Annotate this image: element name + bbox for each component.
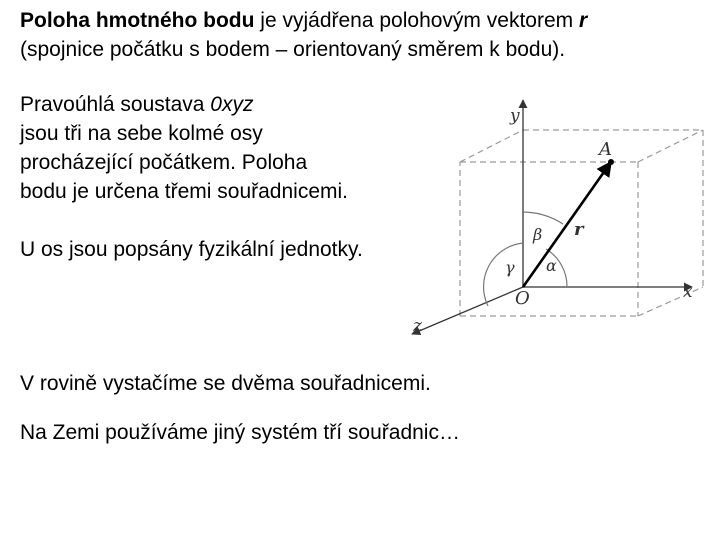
axes bbox=[412, 100, 692, 334]
x-axis-label: x bbox=[683, 282, 693, 302]
beta-arc bbox=[523, 212, 563, 224]
box-edge bbox=[460, 130, 523, 162]
system-text-line3: procházející počátkem. Poloha bbox=[20, 151, 308, 174]
system-text-line4: bodu je určena třemi souřadnicemi. bbox=[20, 180, 349, 203]
units-paragraph: U os jsou popsány fyzikální jednotky. bbox=[20, 238, 363, 261]
intro-text-line2: (spojnice počátku s bodem – orientovaný směrem k bodu). bbox=[20, 38, 566, 61]
z-axis bbox=[412, 287, 523, 334]
gamma-label: γ bbox=[505, 258, 515, 277]
beta-label: β bbox=[533, 225, 543, 244]
z-axis-label: z bbox=[413, 316, 422, 336]
y-axis-label: y bbox=[510, 106, 520, 126]
system-text-line2: jsou tři na sebe kolmé osy bbox=[20, 122, 263, 145]
coordinate-system-paragraph bbox=[20, 90, 445, 206]
alpha-label: α bbox=[546, 256, 557, 275]
coordinate-system-diagram bbox=[400, 88, 720, 350]
point-a-label: A bbox=[599, 139, 612, 160]
origin-label: O bbox=[515, 288, 530, 309]
earth-paragraph: Na Zemi používáme jiný systém tří souřadnic… bbox=[20, 421, 460, 444]
system-text: Pravoúhlá soustava bbox=[20, 93, 211, 116]
intro-bold-term: Poloha hmotného bodu bbox=[20, 9, 255, 32]
vector-symbol: r bbox=[578, 9, 588, 32]
vector-r-label: r bbox=[574, 219, 584, 240]
intro-paragraph bbox=[20, 6, 587, 64]
box-edge bbox=[638, 130, 703, 162]
system-name: 0xyz bbox=[210, 93, 254, 116]
box-edge bbox=[638, 287, 703, 316]
intro-text: je vyjádřena polohovým vektorem bbox=[254, 9, 579, 32]
plane-paragraph: V rovině vystačíme se dvěma souřadnicemi. bbox=[20, 372, 431, 395]
